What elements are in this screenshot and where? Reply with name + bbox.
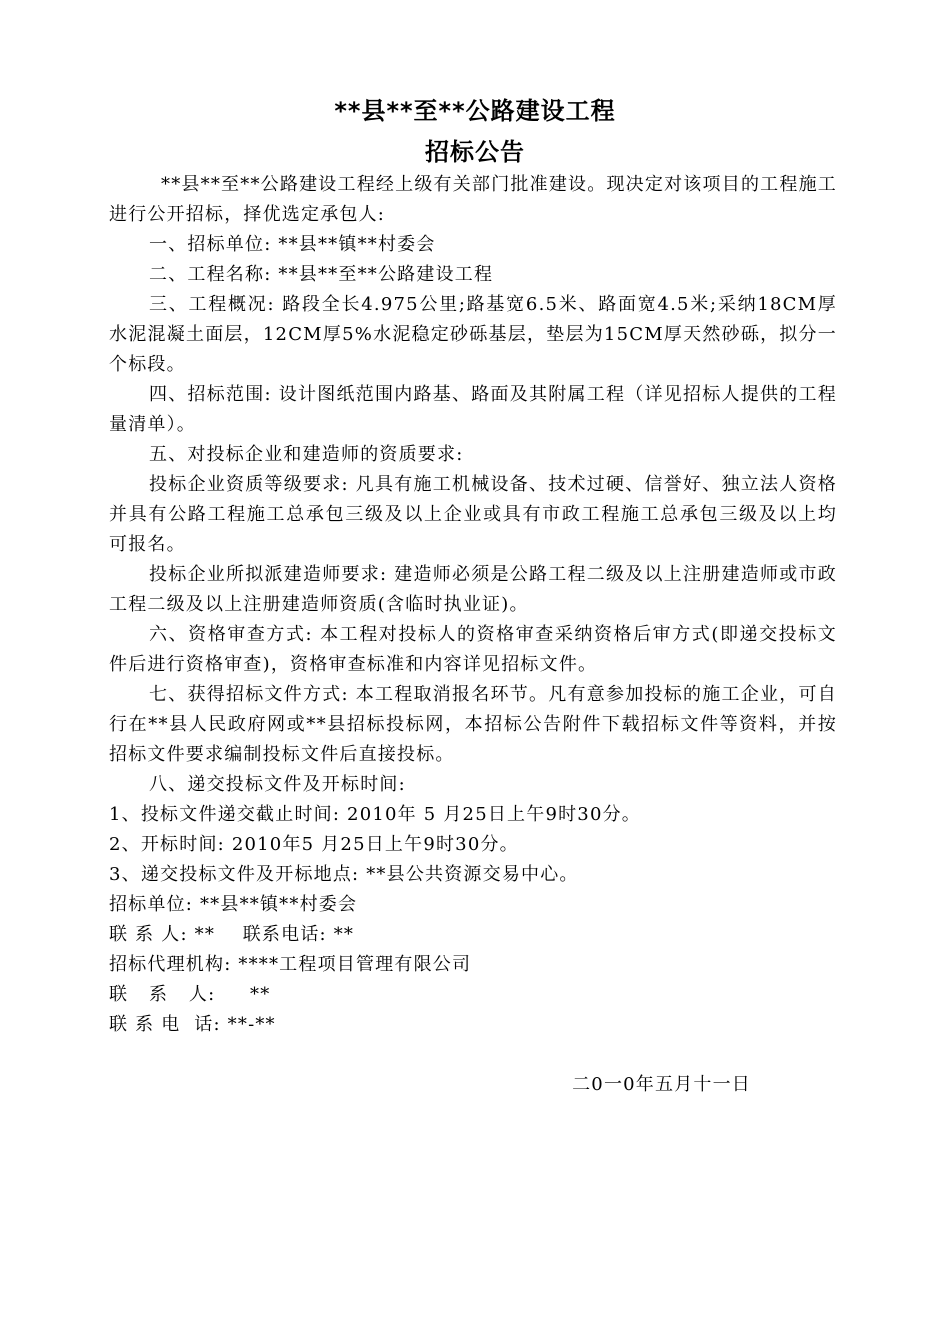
document-body [109,170,837,1100]
document-title: **县**至**公路建设工程 [334,97,616,125]
spacer [109,1040,837,1070]
agency-phone-line: 联 系 电 话: **-** [109,1014,276,1035]
section-project-overview: 三、工程概况: 路段全长4.975公里;路基宽6.5米、路面宽4.5米;采纳18CM厚水泥混凝土面层，12CM厚5%水泥稳定砂砾基层，垫层为15CM厚天然砂砾，拟分一个标段。 [109,294,837,375]
deadline-item: 1、投标文件递交截止时间: 2010年 5 月25日上午9时30分。 [109,804,642,825]
section-review-method: 六、资格审查方式: 本工程对投标人的资格审查采纳资格后审方式(即递交投标文件后进行资格审查)，资格审查标准和内容详见招标文件。 [109,624,837,675]
agency-contact-line: 联 系 人: ** [109,984,271,1005]
section-obtain-documents: 七、获得招标文件方式: 本工程取消报名环节。凡有意参加投标的施工企业，可自行在**县人民政府网或**县招标投标网，本招标公告附件下载招标文件等资料，并按招标文件要求编制投标文件后直接投标。 [109,684,837,765]
contact-line: 联 系 人: ** 联系电话: ** [109,924,355,945]
agency-line: 招标代理机构: ****工程项目管理有限公司 [109,954,472,975]
qualification-constructor: 投标企业所拟派建造师要求: 建造师必须是公路工程二级及以上注册建造师或市政工程二级及以上注册建造师资质(含临时执业证)。 [109,564,837,615]
section-tender-unit: 一、招标单位: **县**镇**村委会 [149,234,436,255]
section-submission-time: 八、递交投标文件及开标时间: [149,774,406,795]
section-project-name: 二、工程名称: **县**至**公路建设工程 [149,264,494,285]
location-item: 3、递交投标文件及开标地点: **县公共资源交易中心。 [109,864,579,885]
intro-paragraph: **县**至**公路建设工程经上级有关部门批准建设。现决定对该项目的工程施工进行公开招标，择优选定承包人: [109,174,837,225]
section-tender-scope: 四、招标范围: 设计图纸范围内路基、路面及其附属工程（详见招标人提供的工程量清单）。 [109,384,837,435]
document-subtitle: 招标公告 [425,138,525,166]
section-qualification: 五、对投标企业和建造师的资质要求: [149,444,464,465]
tender-unit-line: 招标单位: **县**镇**村委会 [109,894,358,915]
document-date: 二0一0年五月十一日 [572,1074,751,1095]
qualification-enterprise: 投标企业资质等级要求: 凡具有施工机械设备、技术过硬、信誉好、独立法人资格并具有公路工程施工总承包三级及以上企业或具有市政工程施工总承包三级及以上均可报名。 [109,474,837,555]
opening-time-item: 2、开标时间: 2010年5 月25日上午9时30分。 [109,834,519,855]
